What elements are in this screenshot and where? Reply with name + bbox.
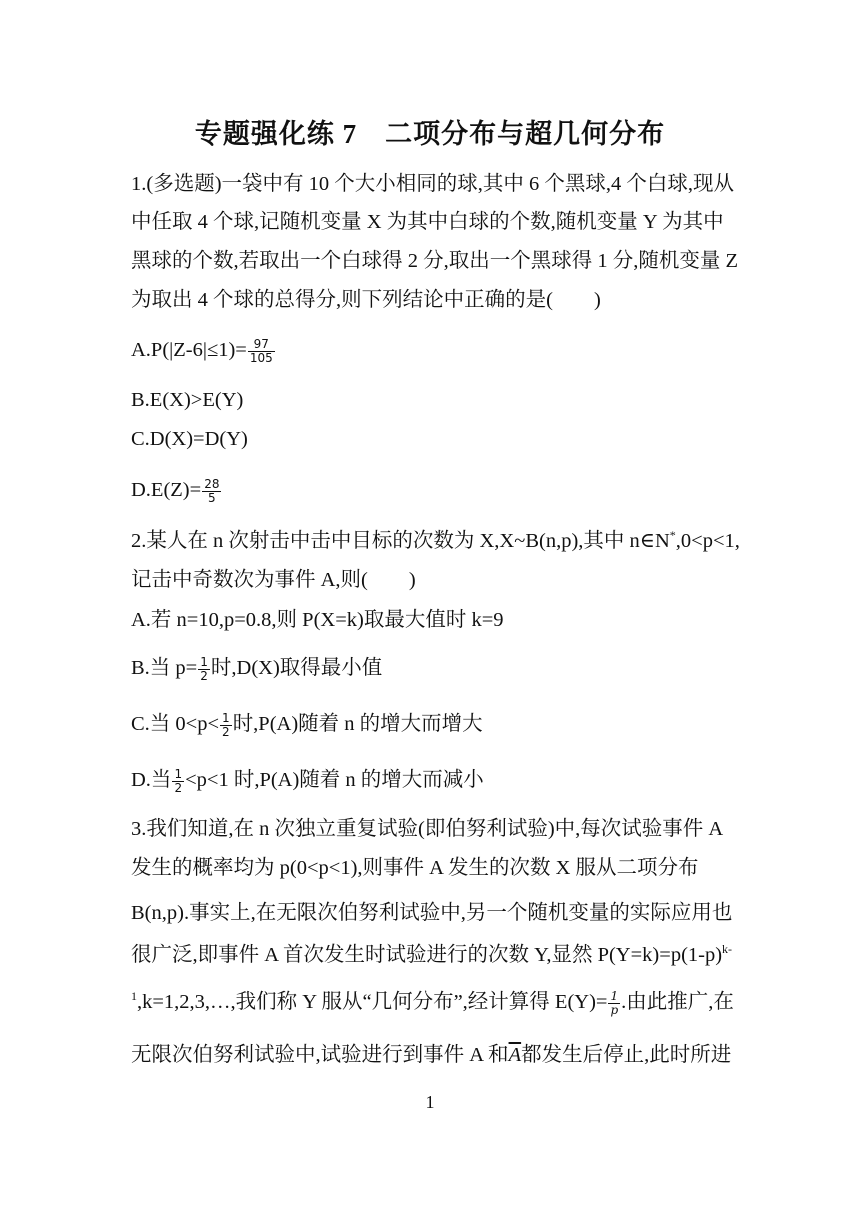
q1-line-4: 为取出 4 个球的总得分,则下列结论中正确的是( ) xyxy=(131,289,601,311)
fraction-numerator: 97 xyxy=(248,338,275,352)
q3-line-5-superscript: 1 xyxy=(131,989,137,1003)
q1-option-c: C.D(X)=D(Y) xyxy=(131,428,248,450)
q3-line-6-tail: 都发生后停止,此时所进 xyxy=(521,1044,732,1066)
q3-line-5-tail: .由此推广,在 xyxy=(621,991,734,1013)
q3-line-4-superscript: k- xyxy=(722,942,733,956)
fraction-denominator: p xyxy=(610,1002,619,1017)
q3-line-6 xyxy=(131,1041,731,1069)
fraction-numerator: 28 xyxy=(204,476,220,491)
q2-option-d xyxy=(131,766,484,795)
fraction-numerator: 1 xyxy=(222,710,230,725)
q2-option-b-prefix: B.当 p= xyxy=(131,657,198,679)
q1-option-d xyxy=(131,476,222,505)
q2-line-1 xyxy=(131,527,740,555)
page-title: 专题强化练 7 二项分布与超几何分布 xyxy=(194,119,666,149)
q2-option-c xyxy=(131,710,483,739)
fraction-denominator: 105 xyxy=(249,350,273,365)
fraction-denominator: 2 xyxy=(200,668,208,683)
q1-option-d-text: D.E(Z)= xyxy=(131,479,202,501)
q2-option-b xyxy=(131,654,382,683)
q2-option-c-fraction xyxy=(220,712,232,739)
q2-line-1-tail: ,0<p<1, xyxy=(675,530,740,552)
q1-line-3: 黑球的个数,若取出一个白球得 2 分,取出一个黑球得 1 分,随机变量 Z xyxy=(131,250,739,272)
q2-option-b-suffix: 时,D(X)取得最小值 xyxy=(210,657,383,679)
q2-option-d-suffix: <p<1 时,P(A)随着 n 的增大而减小 xyxy=(185,769,484,791)
fraction-denominator: 2 xyxy=(222,724,230,739)
q2-line-2: 记击中奇数次为事件 A,则( ) xyxy=(131,569,416,591)
fraction-numerator: 1 xyxy=(174,766,183,781)
q1-option-a-fraction xyxy=(248,338,275,365)
fraction-numerator: 1 xyxy=(608,990,620,1004)
q3-line-5-text: ,k=1,2,3,…,我们称 Y 服从“几何分布”,经计算得 E(Y)= xyxy=(137,991,608,1013)
q2-option-a: A.若 n=10,p=0.8,则 P(X=k)取最大值时 k=9 xyxy=(131,609,504,631)
q2-option-d-fraction xyxy=(172,768,184,795)
page-number: 1 xyxy=(425,1092,435,1112)
q2-option-c-suffix: 时,P(A)随着 n 的增大而增大 xyxy=(232,713,483,735)
q1-option-b: B.E(X)>E(Y) xyxy=(131,389,244,411)
q1-option-a xyxy=(131,336,276,365)
q2-line-1-text: 2.某人在 n 次射击中击中目标的次数为 X,X~B(n,p),其中 n∈N xyxy=(131,530,670,552)
q3-line-6-text: 无限次伯努利试验中,试验进行到事件 A 和 xyxy=(131,1044,509,1066)
fraction-denominator: 5 xyxy=(208,490,216,505)
fraction-denominator: 2 xyxy=(174,780,183,795)
q2-option-b-fraction xyxy=(198,656,210,683)
q2-option-c-prefix: C.当 0<p< xyxy=(131,713,220,735)
q3-line-3: B(n,p).事实上,在无限次伯努利试验中,另一个随机变量的实际应用也 xyxy=(131,902,733,924)
q1-line-1: 1.(多选题)一袋中有 10 个大小相同的球,其中 6 个黑球,4 个白球,现从 xyxy=(131,173,735,195)
q1-option-d-fraction xyxy=(202,478,221,505)
q3-line-2: 发生的概率均为 p(0<p<1),则事件 A 发生的次数 X 服从二项分布 xyxy=(131,857,699,879)
q3-line-5-fraction xyxy=(608,990,620,1017)
q2-line-1-superscript: * xyxy=(669,528,676,542)
complement-event-symbol: $\overline{A}$ xyxy=(508,1044,522,1066)
fraction-numerator: 1 xyxy=(200,654,208,669)
q1-option-a-text: A.P(|Z-6|≤1)= xyxy=(131,339,247,361)
q3-line-1: 3.我们知道,在 n 次独立重复试验(即伯努利试验)中,每次试验事件 A xyxy=(131,818,724,840)
q3-line-4 xyxy=(131,941,732,969)
q2-option-d-prefix: D.当 xyxy=(131,769,172,791)
q3-line-5 xyxy=(131,988,734,1017)
q1-line-2: 中任取 4 个球,记随机变量 X 为其中白球的个数,随机变量 Y 为其中 xyxy=(131,211,724,233)
q3-line-4-text: 很广泛,即事件 A 首次发生时试验进行的次数 Y,显然 P(Y=k)=p(1-p) xyxy=(131,944,723,966)
